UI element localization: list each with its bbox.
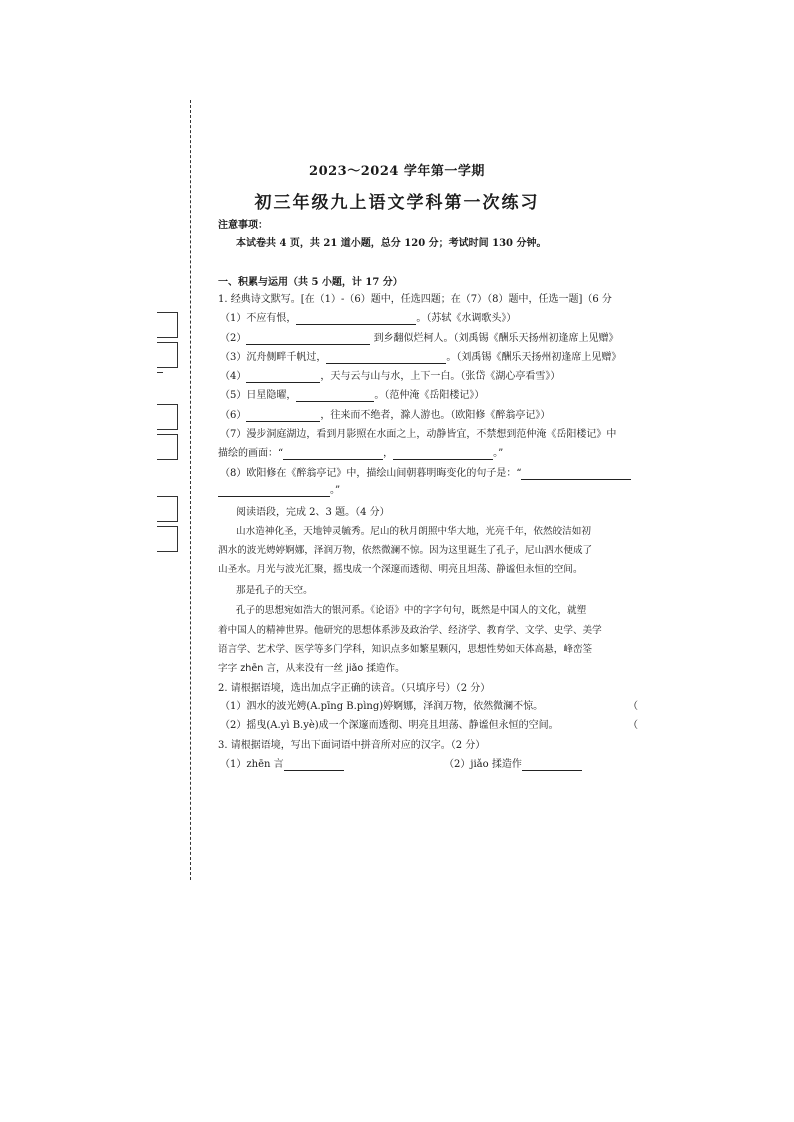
q1-item-6 — [220, 409, 550, 422]
binding-box-1 — [157, 312, 178, 338]
q2-stem: 2. 请根据语境，选出加点字正确的读音。（只填序号）（2 分） — [218, 683, 491, 694]
answer-blank[interactable] — [296, 314, 416, 325]
answer-blank[interactable] — [521, 469, 631, 480]
q3-stem: 3. 请根据语境，写出下面词语中拼音所对应的汉字。（2 分） — [218, 740, 486, 751]
answer-blank[interactable] — [218, 486, 330, 497]
q1-item-7-post: 。” — [493, 448, 504, 459]
q1-item-8-line1 — [220, 467, 636, 480]
q2-answer-paren-1[interactable]: （ — [628, 701, 638, 712]
answer-blank[interactable] — [522, 760, 582, 771]
binding-tick — [157, 372, 163, 373]
q1-item-1-pre: （1）不应有恨， — [220, 313, 297, 324]
q1-item-8-pre: （8）欧阳修在《醉翁亭记》中，描绘山间朝暮明晦变化的句子是：“ — [220, 468, 522, 479]
exam-term: 2023～2024 学年第一学期 — [309, 164, 485, 179]
answer-blank[interactable] — [246, 372, 320, 383]
binding-box-3 — [157, 404, 178, 430]
q1-item-2-pre: （2） — [220, 333, 247, 344]
passage-line: 山水造神化圣，天地钟灵毓秀。尼山的秋月朗照中华大地，光亮千年，依然皎洁如初 — [236, 526, 591, 537]
q3-item-1 — [220, 758, 344, 771]
passage-line: 语言学、艺术学、医学等多门学科，知识点多如繁星颗闪，思想性势如天体高悬，峰峦筌 — [218, 644, 593, 655]
q2-option-2: （2）摇曳(A.yì B.yè)成一个深邃而透彻、明亮且坦荡、静谧但永恒的空间。 — [220, 720, 559, 731]
binding-box-5 — [157, 496, 178, 522]
q1-item-4-pre: （4） — [220, 371, 247, 382]
q1-item-2-post: 到乡翻似烂柯人。（刘禹锡《酬乐天扬州初逢席上见赠》 — [373, 333, 619, 344]
answer-blank[interactable] — [283, 449, 383, 460]
passage-line: 孔子的思想宛如浩大的银河系。《论语》中的字字句句，既然是中国人的文化，就塑 — [236, 605, 587, 616]
binding-box-4 — [157, 434, 178, 460]
q1-item-6-post: ，往来而不绝者，滁人游也。（欧阳修《醉翁亭记》） — [320, 410, 551, 421]
q1-item-1-post: 。（苏轼《水调歌头》） — [416, 313, 517, 324]
q1-item-8-line2 — [218, 484, 340, 497]
reading-intro: 阅读语段，完成 2、3 题。（4 分） — [236, 507, 390, 518]
q1-item-3-post: 。（刘禹锡《酬乐天扬州初逢席上见赠》 — [446, 352, 622, 363]
binding-box-6 — [157, 526, 178, 552]
section-heading: 一、积累与运用（共 5 小题，计 17 分） — [218, 277, 403, 288]
q1-item-4-post: ，天与云与山与水，上下一白。（张岱《湖心亭看雪》） — [320, 371, 561, 382]
q1-item-4 — [220, 370, 560, 383]
q3-item-2 — [444, 758, 582, 771]
answer-blank[interactable] — [393, 449, 493, 460]
q1-item-3 — [220, 351, 636, 364]
binding-dashed-line — [190, 100, 191, 880]
exam-title: 初三年级九上语文学科第一次练习 — [254, 193, 540, 213]
q1-item-7-line1: （7）漫步洞庭湖边，看到月影照在水面之上，动静皆宜，不禁想到范仲淹《岳阳楼记》中 — [220, 429, 617, 440]
notice-text: 本试卷共 4 页，共 21 道小题，总分 120 分；考试时间 130 分钟。 — [236, 238, 547, 249]
answer-blank[interactable] — [326, 353, 446, 364]
q1-item-1 — [220, 312, 516, 325]
q1-item-6-pre: （6） — [220, 410, 247, 421]
passage-line: 泗水的波光娉婷婀娜，泽润万物，依然微澜不惊。因为这里诞生了孔子，尼山泗水便成了 — [218, 545, 593, 556]
q1-item-5-pre: （5）日星隐曜， — [220, 390, 297, 401]
passage-line: 那是孔子的天空。 — [236, 585, 313, 596]
q2-answer-paren-2[interactable]: （ — [628, 720, 638, 731]
q1-item-8-post: 。” — [330, 485, 341, 496]
answer-blank[interactable] — [296, 391, 374, 402]
q1-item-5-post: 。（范仲淹《岳阳楼记》） — [374, 390, 485, 401]
q1-item-7-line2 — [218, 447, 503, 460]
answer-blank[interactable] — [246, 334, 370, 345]
answer-blank[interactable] — [284, 760, 344, 771]
q1-item-2 — [220, 332, 636, 345]
binding-box-2 — [157, 342, 178, 368]
q2-option-1: （1）泗水的波光娉(A.pīng B.pìng)婷婀娜，泽润万物，依然微澜不惊。 — [220, 701, 544, 712]
q3-item-2-label: （2）jiǎo 揉造作 — [444, 759, 522, 770]
q1-intro: 1. 经典诗文默写。[在（1）-（6）题中，任选四题；在（7）（8）题中，任选一题]（6 分 — [218, 294, 612, 305]
q1-item-7-mid: ， — [383, 448, 394, 459]
q3-item-1-label: （1）zhēn 言 — [220, 759, 284, 770]
answer-blank[interactable] — [246, 411, 320, 422]
q1-item-7-pre: 描绘的画面：“ — [218, 448, 284, 459]
passage-line: 字字 zhēn 言，从来没有一丝 jiǎo 揉造作。 — [218, 663, 405, 674]
passage-line: 着中国人的精神世界。他研究的思想体系涉及政治学、经济学、教育学、文学、史学、美学 — [218, 625, 602, 636]
q1-item-3-pre: （3）沉舟侧畔千帆过， — [220, 352, 327, 363]
q1-item-5 — [220, 389, 484, 402]
passage-line: 山圣水。月光与波光汇聚，摇曳成一个深邃而透彻、明亮且坦荡、静谧但永恒的空间。 — [218, 564, 583, 575]
notice-label: 注意事项： — [218, 220, 268, 231]
